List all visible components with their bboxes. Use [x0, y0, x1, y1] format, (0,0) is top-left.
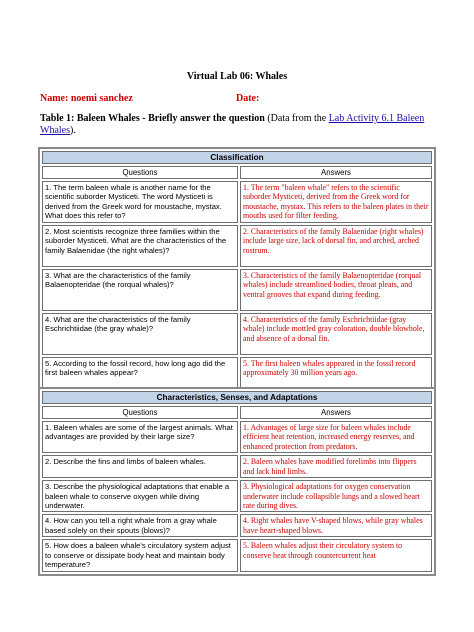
- answers-column-header: Answers: [240, 406, 432, 419]
- lab-activity-link[interactable]: Lab Activity 6.1 Baleen Whales: [40, 113, 425, 136]
- question-cell: 2. Most scientists recognize three families within the suborder Mysticeti. What are the characteristics of the family Balaenidae (the right whales)?: [42, 225, 238, 267]
- question-cell: 3. Describe the physiological adaptations that enable a baleen whale to conserve oxygen while diving underwater.: [42, 480, 238, 512]
- answer-cell[interactable]: 4. Right whales have V-shaped blows, while gray whales have heart-shaped blows.: [240, 514, 432, 537]
- question-cell: 4. What are the characteristics of the family Eschrichtiidae (the gray whale)?: [42, 313, 238, 355]
- question-cell: 3. What are the characteristics of the family Balaenopteridae (the rorqual whales)?: [42, 269, 238, 311]
- classification-section-title: Classification: [42, 151, 432, 164]
- answer-cell[interactable]: 1. Advantages of large size for baleen whales include efficient heat retention, increased energy reserves, and enhanced protection from predators.: [240, 421, 432, 453]
- answer-cell[interactable]: 2. Baleen whales have modified forelimbs into flippers and lack hind limbs.: [240, 455, 432, 478]
- table-row: [42, 181, 432, 223]
- table-row: [42, 313, 432, 355]
- table-heading-bold: Table 1: Baleen Whales - Briefly answer the question: [40, 113, 265, 124]
- classification-table: [38, 147, 436, 393]
- answer-cell[interactable]: 5. The first baleen whales appeared in the fossil record approximately 30 million years ago.: [240, 357, 432, 389]
- student-name: Name: noemi sanchez: [40, 93, 133, 104]
- question-cell: 5. How does a baleen whale's circulatory system adjust to conserve or dissipate body heat and maintain body temperature?: [42, 539, 238, 571]
- question-cell: 5. According to the fossil record, how long ago did the first baleen whales appear?: [42, 357, 238, 389]
- table-row: [42, 421, 432, 453]
- question-cell: 1. Baleen whales are some of the largest animals. What advantages are provided by their large size?: [42, 421, 238, 453]
- questions-column-header: Questions: [42, 166, 238, 179]
- table-row: [42, 480, 432, 512]
- answer-cell[interactable]: 3. Characteristics of the family Balaenopteridae (rorqual whales) include streamlined bodies, throat pleats, and ventral grooves that expand during feeding.: [240, 269, 432, 311]
- table-row: [42, 514, 432, 537]
- characteristics-table: [38, 387, 436, 576]
- answer-cell[interactable]: 1. The term "baleen whale" refers to the scientific suborder Mysticeti, derived from the Greek word for moustache, mystax. This refers to the baleen plates in their mouths used for filter feeding.: [240, 181, 432, 223]
- answer-cell[interactable]: 5. Baleen whales adjust their circulatory system to conserve heat through countercurrent heat: [240, 539, 432, 571]
- table-row: [42, 455, 432, 478]
- answer-cell[interactable]: 2. Characteristics of the family Balaenidae (right whales) include large size, lack of dorsal fin, and arched, arched rostrum.: [240, 225, 432, 267]
- questions-column-header: Questions: [42, 406, 238, 419]
- question-cell: 2. Describe the fins and limbs of baleen whales.: [42, 455, 238, 478]
- question-cell: 4. How can you tell a right whale from a gray whale based solely on their spouts (blows)?: [42, 514, 238, 537]
- answers-column-header: Answers: [240, 166, 432, 179]
- characteristics-section-title: Characteristics, Senses, and Adaptations: [42, 391, 432, 404]
- answer-cell[interactable]: 3. Physiological adaptations for oxygen conservation underwater include collapsible lungs and a slowed heart rate during dives.: [240, 480, 432, 512]
- date-label: Date:: [236, 93, 260, 104]
- table-heading-suffix: ).: [70, 125, 76, 136]
- table-row: [42, 269, 432, 311]
- table-row: [42, 225, 432, 267]
- question-cell: 1. The term baleen whale is another name for the scientific suborder Mysticeti. The word Mysticeti is derived from the Greek word for moustache, mystax. What does this refer to?: [42, 181, 238, 223]
- answer-cell[interactable]: 4. Characteristics of the family Eschrichtiidae (gray whale) include mottled gray coloration, double blowhole, and absence of a dorsal fin.: [240, 313, 432, 355]
- table-heading: [40, 113, 440, 137]
- document-title: Virtual Lab 06: Whales: [186, 71, 288, 82]
- table-heading-prefix: (Data from the: [264, 113, 329, 124]
- table-row: [42, 539, 432, 571]
- table-row: [42, 357, 432, 389]
